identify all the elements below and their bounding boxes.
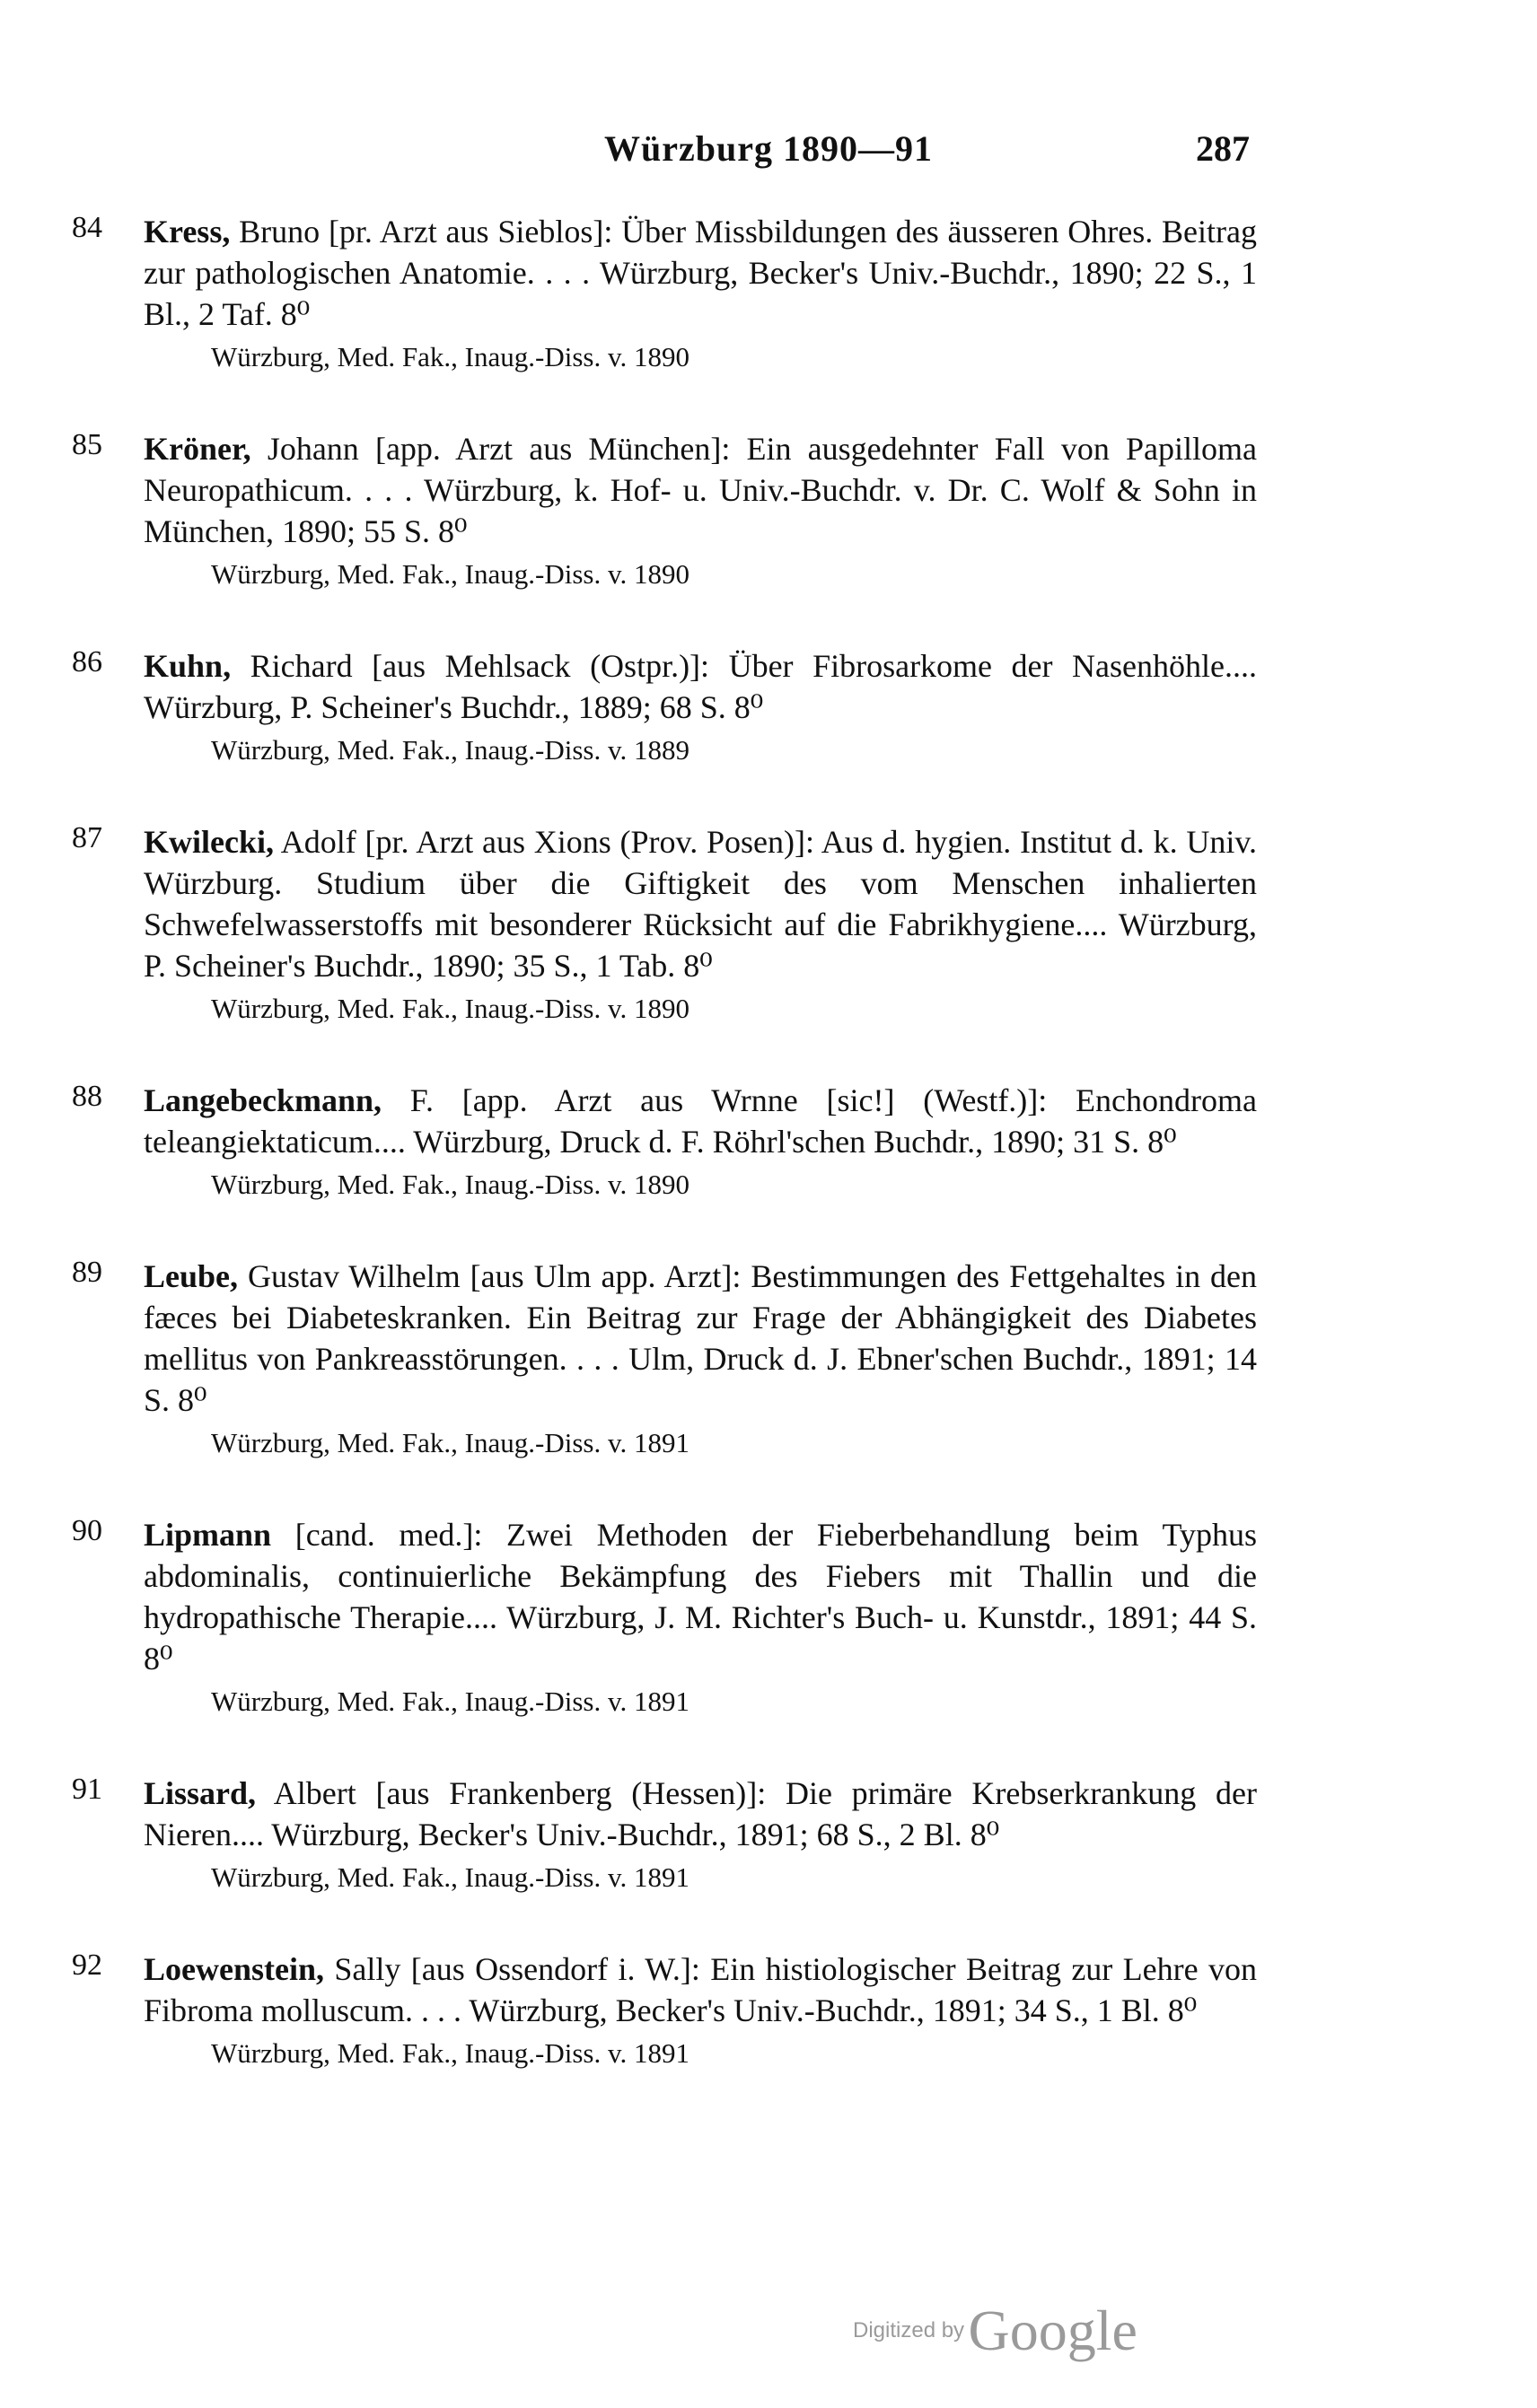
entry-description: Johann [app. Arzt aus München]: Ein ausgedehnter Fall von Papilloma Neuropathicum. . . . Würzburg, k. Hof- u. Univ.-Buchdr. v. Dr. C. Wolf & Sohn in München, 1890; 55 S. 8⁰ <box>144 431 1257 549</box>
entry-number: 88 <box>72 1080 102 1113</box>
entry-description: Richard [aus Mehlsack (Ostpr.)]: Über Fibrosarkome der Nasenhöhle.... Würzburg, P. Scheiner's Buchdr., 1889; 68 S. 8⁰ <box>144 648 1257 725</box>
entry-text <box>144 211 1257 335</box>
list-item <box>72 1256 1257 1464</box>
entry-text <box>144 428 1257 552</box>
entry-note: Würzburg, Med. Fak., Inaug.-Diss. v. 1890 <box>211 341 689 372</box>
list-item <box>72 211 1257 378</box>
entry-author: Kröner, <box>144 431 251 467</box>
entry-note: Würzburg, Med. Fak., Inaug.-Diss. v. 1891 <box>211 1861 689 1893</box>
entry-author: Kuhn, <box>144 648 232 684</box>
entry-number: 86 <box>72 645 102 679</box>
entry-author: Langebeckmann, <box>144 1082 382 1118</box>
entry-note: Würzburg, Med. Fak., Inaug.-Diss. v. 1890 <box>211 558 689 590</box>
entry-text <box>144 821 1257 986</box>
digitized-by-google-watermark <box>853 2298 1137 2364</box>
entry-number: 85 <box>72 428 102 461</box>
google-logo: Google <box>968 2299 1137 2362</box>
entry-text <box>144 645 1257 728</box>
list-item <box>72 428 1257 595</box>
entry-number: 87 <box>72 821 102 854</box>
entry-note: Würzburg, Med. Fak., Inaug.-Diss. v. 1890 <box>211 1169 689 1200</box>
entry-description: Adolf [pr. Arzt aus Xions (Prov. Posen)]: Aus d. hygien. Institut d. k. Univ. Würzburg. Studium über die Giftigkeit des vom Menschen inhalierten Schwefelwasserstoffs mit besonderer Rücksicht auf die Fabrikhygiene.... Würzburg, P. Scheiner's Buchdr., 1890; 35 S., 1 Tab. 8⁰ <box>144 824 1257 984</box>
entry-author: Leube, <box>144 1258 239 1294</box>
list-item <box>72 1080 1257 1205</box>
entry-note: Würzburg, Med. Fak., Inaug.-Diss. v. 1891 <box>211 1686 689 1717</box>
list-item <box>72 1948 1257 2074</box>
digitized-by-label: Digitized by <box>853 2318 965 2342</box>
entry-author: Loewenstein, <box>144 1951 324 1987</box>
entry-description: Bruno [pr. Arzt aus Sieblos]: Über Missbildungen des äusseren Ohres. Beitrag zur pathologischen Anatomie. . . . Würzburg, Becker's Univ.-Buchdr., 1890; 22 S., 1 Bl., 2 Taf. 8⁰ <box>144 214 1257 332</box>
page-header <box>0 127 1537 181</box>
entry-description: Albert [aus Frankenberg (Hessen)]: Die primäre Krebserkrankung der Nieren.... Würzburg, Becker's Univ.-Buchdr., 1891; 68 S., 2 Bl. 8⁰ <box>144 1775 1257 1852</box>
running-title: Würzburg 1890—91 <box>604 128 933 169</box>
entry-note: Würzburg, Med. Fak., Inaug.-Diss. v. 1889 <box>211 734 689 766</box>
entry-number: 84 <box>72 211 102 244</box>
list-item <box>72 1773 1257 1898</box>
entry-note: Würzburg, Med. Fak., Inaug.-Diss. v. 1890 <box>211 993 689 1024</box>
entry-number: 91 <box>72 1773 102 1806</box>
entry-number: 90 <box>72 1514 102 1547</box>
list-item <box>72 821 1257 1029</box>
entry-note: Würzburg, Med. Fak., Inaug.-Diss. v. 1891 <box>211 1427 689 1458</box>
entry-text <box>144 1514 1257 1679</box>
page-number: 287 <box>1196 128 1250 169</box>
entry-description: [cand. med.]: Zwei Methoden der Fieberbehandlung beim Typhus abdominalis, continuierliche Bekämpfung des Fiebers mit Thallin und die hydropathische Therapie.... Würzburg, J. M. Richter's Buch- u. Kunstdr., 1891; 44 S. 8⁰ <box>144 1517 1257 1677</box>
entry-author: Lissard, <box>144 1775 257 1811</box>
entry-text <box>144 1948 1257 2031</box>
list-item <box>72 1514 1257 1722</box>
entry-text <box>144 1773 1257 1855</box>
entry-number: 92 <box>72 1948 102 1982</box>
entry-description: Gustav Wilhelm [aus Ulm app. Arzt]: Bestimmungen des Fettgehaltes in den fæces bei Diabeteskranken. Ein Beitrag zur Frage der Abhängigkeit des Diabetes mellitus von Pankreasstörungen. . . . Ulm, Druck d. J. Ebner'schen Buchdr., 1891; 14 S. 8⁰ <box>144 1258 1257 1418</box>
entry-author: Kress, <box>144 214 231 250</box>
entry-description: Sally [aus Ossendorf i. W.]: Ein histiologischer Beitrag zur Lehre von Fibroma molluscum. . . . Würzburg, Becker's Univ.-Buchdr., 1891; 34 S., 1 Bl. 8⁰ <box>144 1951 1257 2028</box>
entry-number: 89 <box>72 1256 102 1289</box>
entry-text <box>144 1256 1257 1421</box>
entry-list <box>72 211 1257 2124</box>
entry-note: Würzburg, Med. Fak., Inaug.-Diss. v. 1891 <box>211 2037 689 2069</box>
list-item <box>72 645 1257 771</box>
entry-author: Lipmann <box>144 1517 272 1553</box>
entry-author: Kwilecki, <box>144 824 274 860</box>
entry-description: F. [app. Arzt aus Wrnne [sic!] (Westf.)]: Enchondroma teleangiektaticum.... Würzburg, Druck d. F. Röhrl'schen Buchdr., 1890; 31 S. 8⁰ <box>144 1082 1257 1160</box>
entry-text <box>144 1080 1257 1162</box>
